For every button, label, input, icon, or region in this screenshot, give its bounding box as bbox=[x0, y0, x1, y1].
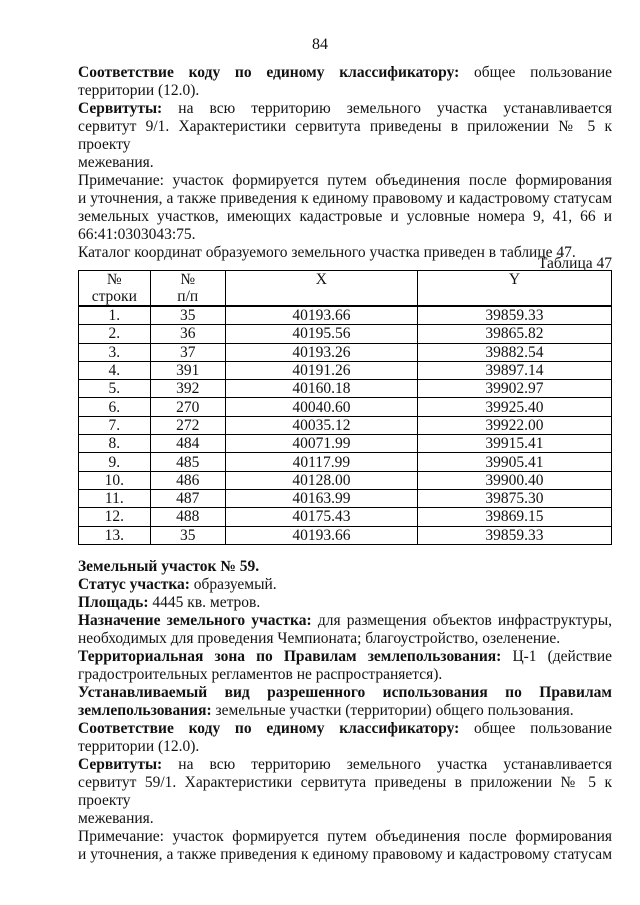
cell-pp: 35 bbox=[150, 526, 225, 544]
table-row bbox=[79, 416, 612, 434]
cell-x: 40035.12 bbox=[225, 416, 417, 434]
cell-x: 40040.60 bbox=[225, 398, 417, 416]
cell-x: 40195.56 bbox=[225, 325, 417, 343]
cell-x: 40193.26 bbox=[225, 343, 417, 361]
cell-y: 39902.97 bbox=[417, 380, 611, 398]
cell-pp: 270 bbox=[150, 398, 225, 416]
cell-y: 39882.54 bbox=[417, 343, 611, 361]
zone-line: Территориальная зона по Правилам землепользования: Ц-1 (действие bbox=[78, 648, 613, 665]
cell-pp: 35 bbox=[150, 306, 225, 325]
header-row-number: № строки bbox=[79, 271, 151, 307]
coordinates-table bbox=[78, 270, 612, 545]
cell-y: 39925.40 bbox=[417, 398, 611, 416]
header-point-number: № п/п bbox=[150, 271, 225, 307]
note-line4: 66:41:0303043:75. bbox=[78, 226, 196, 243]
cell-y: 39869.15 bbox=[417, 508, 611, 526]
purpose-line2: необходимых для проведения Чемпионата; благоустройство, озеленение. bbox=[78, 630, 561, 647]
classifier-line2: территории (12.0). bbox=[78, 82, 200, 99]
cell-x: 40191.26 bbox=[225, 361, 417, 379]
cell-pp: 36 bbox=[150, 325, 225, 343]
servitude59-line: Сервитуты: на всю территорию земельного участка устанавливается bbox=[78, 756, 613, 773]
servitude-line3: межевания. bbox=[78, 154, 154, 171]
area-line: Площадь: 4445 кв. метров. bbox=[78, 594, 261, 611]
servitude-text: на всю территорию земельного участка устанавливается bbox=[178, 100, 613, 117]
cell-num: 7. bbox=[79, 416, 151, 434]
cell-x: 40193.66 bbox=[225, 526, 417, 544]
servitude59-line2: сервитут 59/1. Характеристики сервитута приведены в приложении № 5 к проекту bbox=[78, 774, 612, 809]
page-number: 84 bbox=[312, 36, 328, 53]
servitude59-line3: межевания. bbox=[78, 810, 154, 827]
header-y: Y bbox=[417, 271, 611, 307]
cell-num: 11. bbox=[79, 489, 151, 507]
cell-y: 39875.30 bbox=[417, 489, 611, 507]
note-line1: Примечание: участок формируется путем объединения после формирования bbox=[78, 172, 612, 189]
classifier-value: общее пользование bbox=[474, 64, 612, 81]
use-line: Устанавливаемый вид разрешенного использования по Правилам bbox=[78, 684, 612, 701]
cell-pp: 485 bbox=[150, 453, 225, 471]
note59-line2: и уточнения, а также приведения к единому правовому и кадастровому статусам bbox=[78, 846, 612, 863]
catalog-line: Каталог координат образуемого земельного участка приведен в таблице 47. bbox=[78, 244, 576, 261]
cell-num: 12. bbox=[79, 508, 151, 526]
cell-y: 39859.33 bbox=[417, 526, 611, 544]
cell-pp: 272 bbox=[150, 416, 225, 434]
table-row bbox=[79, 453, 612, 471]
cell-x: 40071.99 bbox=[225, 435, 417, 453]
cell-pp: 37 bbox=[150, 343, 225, 361]
purpose-line: Назначение земельного участка: для размещения объектов инфраструктуры, bbox=[78, 612, 613, 629]
table-row bbox=[79, 325, 612, 343]
note-line3: земельных участков, имеющих кадастровые и условные номера 9, 41, 66 и bbox=[78, 208, 612, 225]
cell-pp: 484 bbox=[150, 435, 225, 453]
cell-x: 40193.66 bbox=[225, 306, 417, 325]
table-row bbox=[79, 306, 612, 325]
cell-num: 6. bbox=[79, 398, 151, 416]
plot-title: Земельный участок № 59. bbox=[78, 558, 260, 575]
cell-pp: 488 bbox=[150, 508, 225, 526]
cell-pp: 391 bbox=[150, 361, 225, 379]
cell-y: 39905.41 bbox=[417, 453, 611, 471]
servitude-label: Сервитуты: bbox=[78, 100, 163, 117]
cell-y: 39922.00 bbox=[417, 416, 611, 434]
plot-59-section bbox=[78, 558, 612, 864]
cell-num: 13. bbox=[79, 526, 151, 544]
servitude-line bbox=[78, 100, 612, 118]
cell-num: 10. bbox=[79, 471, 151, 489]
table-row bbox=[79, 380, 612, 398]
table-row bbox=[79, 508, 612, 526]
cell-pp: 486 bbox=[150, 471, 225, 489]
note-line2: и уточнения, а также приведения к единому правовому и кадастровому статусам bbox=[78, 190, 612, 207]
status-line: Статус участка: образуемый. bbox=[78, 576, 277, 593]
cell-num: 2. bbox=[79, 325, 151, 343]
cell-num: 4. bbox=[79, 361, 151, 379]
cell-num: 8. bbox=[79, 435, 151, 453]
top-section bbox=[78, 64, 612, 262]
cell-y: 39900.40 bbox=[417, 471, 611, 489]
cell-x: 40117.99 bbox=[225, 453, 417, 471]
cell-y: 39915.41 bbox=[417, 435, 611, 453]
cell-pp: 487 bbox=[150, 489, 225, 507]
table-caption: Таблица 47 bbox=[537, 255, 612, 272]
servitude-line2: сервитут 9/1. Характеристики сервитута приведены в приложении № 5 к проекту bbox=[78, 118, 612, 153]
cell-pp: 392 bbox=[150, 380, 225, 398]
classifier-line bbox=[78, 64, 612, 82]
cell-x: 40160.18 bbox=[225, 380, 417, 398]
table-row bbox=[79, 435, 612, 453]
class-line: Соответствие коду по единому классификатору: общее пользование bbox=[78, 720, 612, 737]
header-x: X bbox=[225, 271, 417, 307]
cell-x: 40163.99 bbox=[225, 489, 417, 507]
table-row bbox=[79, 343, 612, 361]
note59-line1: Примечание: участок формируется путем объединения после формирования bbox=[78, 828, 612, 845]
classifier-label: Соответствие коду по единому классификатору: bbox=[78, 64, 460, 81]
table-row bbox=[79, 489, 612, 507]
cell-y: 39897.14 bbox=[417, 361, 611, 379]
use-line2: землепользования: земельные участки (территории) общего пользования. bbox=[78, 702, 574, 719]
zone-line2: градостроительных регламентов не распространяется). bbox=[78, 666, 443, 683]
table-header-row bbox=[79, 271, 612, 307]
cell-y: 39859.33 bbox=[417, 306, 611, 325]
cell-num: 1. bbox=[79, 306, 151, 325]
class-line2: территории (12.0). bbox=[78, 738, 200, 755]
cell-num: 3. bbox=[79, 343, 151, 361]
table-row bbox=[79, 526, 612, 544]
table-row bbox=[79, 471, 612, 489]
table-row bbox=[79, 398, 612, 416]
cell-num: 5. bbox=[79, 380, 151, 398]
table-row bbox=[79, 361, 612, 379]
cell-y: 39865.82 bbox=[417, 325, 611, 343]
cell-x: 40128.00 bbox=[225, 471, 417, 489]
cell-x: 40175.43 bbox=[225, 508, 417, 526]
cell-num: 9. bbox=[79, 453, 151, 471]
